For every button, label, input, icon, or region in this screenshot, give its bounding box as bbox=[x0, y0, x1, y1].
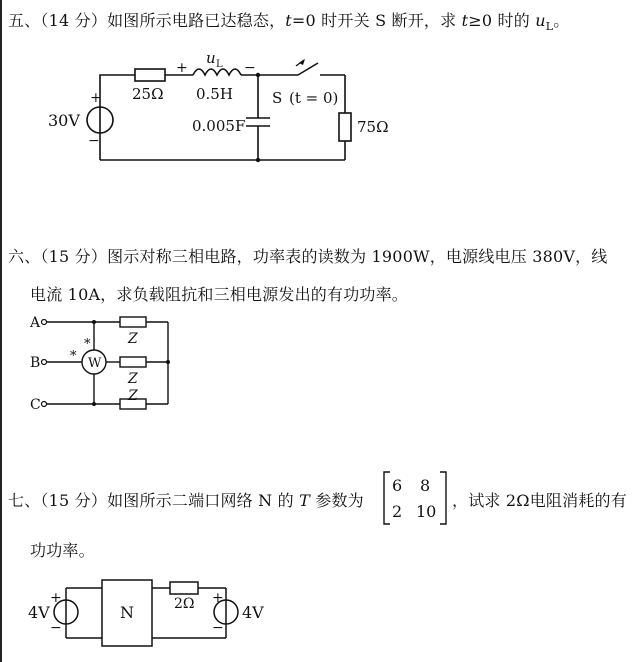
star-mark-current: * bbox=[70, 349, 77, 364]
problem7-text-a: 如图所示二端口网络 N 的 bbox=[107, 491, 300, 510]
problem5-text-d: 。 bbox=[553, 11, 570, 30]
matrix-a11: 6 bbox=[392, 476, 403, 495]
matrix-a12: 8 bbox=[420, 476, 431, 495]
matrix-right-bracket bbox=[440, 472, 446, 524]
problem7-score: （15 分） bbox=[40, 491, 108, 510]
source-plus: + bbox=[90, 90, 102, 106]
terminal-a bbox=[42, 320, 47, 325]
problem5-text-a: 如图所示电路已达稳态， bbox=[107, 11, 286, 30]
capacitor-label: 0.005F bbox=[192, 117, 246, 135]
problem5-u-var: u bbox=[535, 11, 546, 30]
t-parameter-matrix bbox=[380, 466, 450, 530]
right-source-minus: − bbox=[212, 620, 224, 636]
problem7-text-b: 参数为 bbox=[310, 491, 364, 510]
junction-dot bbox=[166, 360, 170, 364]
problem5-circuit bbox=[0, 0, 638, 200]
problem5-t-var2: t bbox=[461, 11, 469, 30]
r2-label: 75Ω bbox=[357, 118, 389, 136]
inductor-label: 0.5H bbox=[196, 85, 233, 103]
inductor-minus: − bbox=[244, 60, 256, 76]
problem7-t-var: T bbox=[299, 491, 310, 510]
star-mark-voltage: * bbox=[84, 337, 91, 352]
z-label-b: Z bbox=[128, 371, 138, 387]
junction-dot bbox=[256, 73, 260, 77]
inductor-voltage: u bbox=[206, 49, 216, 67]
terminal-b bbox=[42, 360, 47, 365]
problem7-text-c: ，试求 2Ω电阻消耗的有 bbox=[452, 491, 627, 510]
node-a-label: A bbox=[30, 315, 41, 331]
inductor-plus: + bbox=[176, 60, 188, 76]
source-minus: − bbox=[88, 133, 100, 149]
matrix-a21: 2 bbox=[392, 502, 403, 521]
node-c-label: C bbox=[30, 397, 41, 413]
node-b-label: B bbox=[30, 355, 41, 371]
matrix-a22: 10 bbox=[416, 502, 437, 521]
problem7-line2: 功功率。 bbox=[30, 541, 95, 560]
left-source-plus: + bbox=[50, 590, 62, 606]
impedance-a bbox=[120, 317, 146, 327]
arrowhead-icon bbox=[299, 59, 305, 65]
problem5-number: 五、 bbox=[8, 11, 41, 30]
resistor-25-ohm bbox=[135, 69, 165, 81]
problem5-u-sub: L bbox=[545, 20, 554, 34]
problem6-score: （15 分） bbox=[40, 247, 108, 266]
resistor-label: 2Ω bbox=[174, 596, 195, 612]
network-label: N bbox=[120, 603, 134, 622]
junction-dot bbox=[256, 158, 260, 162]
junction-dot bbox=[92, 402, 96, 406]
matrix-left-bracket bbox=[384, 472, 390, 524]
z-label-a: Z bbox=[128, 331, 138, 347]
right-source-label: 4V bbox=[242, 603, 264, 622]
problem5-t-var: t bbox=[285, 11, 292, 30]
terminal-c bbox=[42, 402, 47, 407]
right-source-plus: + bbox=[212, 590, 224, 606]
left-source-minus: − bbox=[50, 620, 62, 636]
problem6-number: 六、 bbox=[8, 247, 41, 266]
problem6-line1 bbox=[8, 244, 608, 267]
switch-label: S bbox=[272, 89, 283, 107]
problem6-circuit bbox=[0, 300, 240, 420]
r1-label: 25Ω bbox=[132, 85, 164, 103]
impedance-b bbox=[120, 357, 146, 367]
switch-blade bbox=[298, 63, 318, 75]
source-label: 30V bbox=[48, 111, 80, 130]
problem5-score: （14 分） bbox=[40, 11, 108, 30]
resistor-75-ohm bbox=[339, 113, 351, 141]
problem7-number: 七、 bbox=[8, 491, 41, 510]
resistor-2-ohm bbox=[170, 582, 198, 594]
z-label-c: Z bbox=[128, 388, 138, 404]
junction-dot bbox=[92, 320, 96, 324]
switch-time: (t = 0) bbox=[289, 89, 339, 107]
inductor-voltage-sub: L bbox=[216, 59, 223, 70]
problem5-text-c: ≥0 时的 bbox=[468, 11, 536, 30]
problem6-line2: 电流 10A，求负载阻抗和三相电源发出的有功功率。 bbox=[30, 285, 409, 304]
problem7-circuit bbox=[0, 570, 300, 662]
left-source-label: 4V bbox=[28, 603, 50, 622]
wattmeter-label: W bbox=[88, 356, 102, 371]
problem5-text-b: =0 时开关 S 断开，求 bbox=[291, 11, 462, 30]
problem6-text-line1: 图示对称三相电路，功率表的读数为 1900W，电源线电压 380V，线 bbox=[107, 247, 608, 266]
problem7-line1 bbox=[8, 488, 364, 511]
